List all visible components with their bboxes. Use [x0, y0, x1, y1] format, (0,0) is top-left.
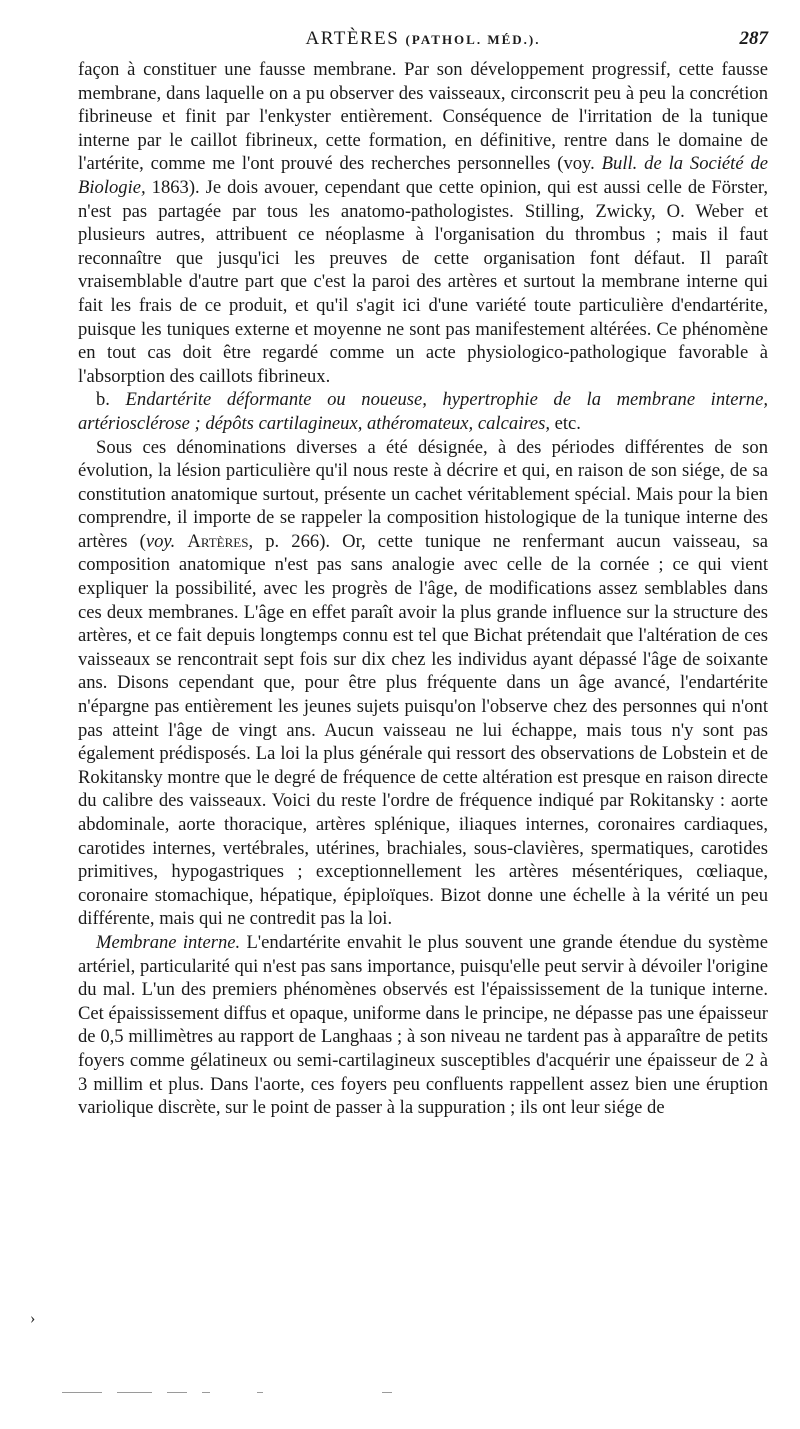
- subsection-heading: Membrane interne.: [96, 931, 241, 953]
- page-number: 287: [739, 28, 768, 49]
- citation-voy: voy.: [145, 530, 176, 552]
- paragraph-text: façon à constituer une fausse membrane. Par son développement progressif, cette fausse membrane, dans laquelle on a pu observer des vaisseaux, circonscrit peu à peu la concrétion fibrineuse et finit par l'enkyster entièrement. Conséquence de l'irritation de la tunique interne par le caillot fibrineux, cette formation, en définitive, rentre dans le domaine de l'artérite, comme me l'ont prouvé des recherches personnelles (voy.: [78, 59, 768, 175]
- margin-mark: ›: [30, 1310, 36, 1327]
- scan-artifact-line: [62, 1392, 402, 1394]
- paragraph-text: L'endartérite envahit le plus souvent une grande étendue du système artériel, particularité qui n'est pas sans importance, puisqu'elle peut servir à dévoiler l'origine du mal. L'un des premiers phénomènes observés est l'épaississement de la tunique interne. Cet épaississement diffus et opaque, uniforme dans le principe, ne dépasse pas une épaisseur de 0,5 millimètres au rapport de Langhaas ; à son niveau ne tardent pas à apparaître de petits foyers comme gélatineux ou semi-cartilagineux susceptibles d'acquérir une épaisseur de 2 à 3 millim et plus. Dans l'aorte, ces foyers peu confluents rappellent assez bien une éruption variolique discrète, sur le point de passer à la suppuration ; ils ont leur siége de: [78, 931, 768, 1119]
- section-heading: Endartérite déformante ou noueuse, hypertrophie de la membrane interne, artériosclérose ; dépôts cartilagineux, athéromateux, calcaires,: [78, 389, 768, 434]
- paragraph-text: 1863). Je dois avouer, cependant que cette opinion, qui est aussi celle de Förster, n'est pas partagée par tous les anatomo-pathologistes. Stilling, Zwicky, O. Weber et plusieurs autres, attribuent ce néoplasme à l'organisation du thrombus ; mais il faut reconnaître que jusqu'ici les preuves de cette organisation font défaut. Il paraît vraisemblable d'autre part que c'est la paroi des artères et surtout la membrane interne qui fait les frais de ce produit, et qu'il s'agit ici d'une variété toute particulière d'endartérite, puisque les tuniques externe et moyenne ne sont pas manifestement altérées. Ce phénomène en tout cas doit être regardé comme un acte physiologico-pathologique favorable à l'absorption des caillots fibrineux.: [78, 176, 768, 387]
- cross-reference: Artères: [187, 530, 249, 552]
- section-heading-paragraph: [78, 388, 768, 435]
- running-head-main: ARTÈRES: [305, 28, 400, 49]
- citation-reference: Bull. de la Société de Biologie,: [78, 153, 769, 198]
- paragraph: [78, 436, 768, 931]
- paragraph-continuation: [78, 58, 768, 388]
- text-body: [78, 58, 768, 1120]
- paragraph-text: , p. 266). Or, cette tunique ne renfermant aucun vaisseau, sa composition anatomique n'est pas sans analogie avec celle de la cornée ; ce qui vient expliquer la possibilité, avec les progrès de l'âge, de modifications assez semblables dans ces deux membranes. L'âge en effet paraît avoir la plus grande influence sur la structure des artères, et ce fait depuis longtemps connu est tel que Bichat prétendait que l'altération de ces vaisseaux se rencontrait sept fois sur dix chez les individus ayant dépassé l'âge de soixante ans. Disons cependant que, pour être plus fréquente dans un âge avancé, l'endartérite n'épargne pas entièrement les jeunes sujets puisqu'on l'observe chez des personnes qui n'ont pas atteint l'âge de vingt ans. Aucun vaisseau ne lui échappe, mais tous n'y sont pas également prédisposés. La loi la plus générale qui ressort des observations de Lobstein et de Rokitansky montre que le degré de fréquence de cette altération est presque en raison directe du calibre des vaisseaux. Voici du reste l'ordre de fréquence indiqué par Rokitansky : aorte abdominale, aorte thoracique, artères splénique, iliaques internes, coronaires cardiaques, carotides internes, vertébrales, utérines, brachiales, sous-clavières, spermatiques, carotides primitives, hypogastriques ; exceptionnellement les artères mésentériques, cœliaque, coronaire stomachique, hépatique, épiploïques. Bizot donne une échelle à la vérité un peu différente, mais qui ne contredit pas la loi.: [78, 530, 768, 930]
- running-head: [78, 28, 768, 54]
- paragraph-text: Sous ces dénominations diverses a été désignée, à des périodes différentes de son évolution, la lésion particulière qu'il nous reste à décrire et qui, en raison de son siége, de sa constitution anatomique surtout, présente un cachet véritablement spécial. Mais pour la bien comprendre, il importe de se rappeler la composition histologique de la tunique interne des artères (: [78, 436, 768, 552]
- running-head-subtitle: (PATHOL. MÉD.).: [405, 32, 541, 47]
- paragraph: [78, 931, 768, 1120]
- section-heading-tail: etc.: [554, 412, 581, 434]
- section-label: b.: [96, 389, 110, 411]
- running-head-title: [78, 28, 768, 50]
